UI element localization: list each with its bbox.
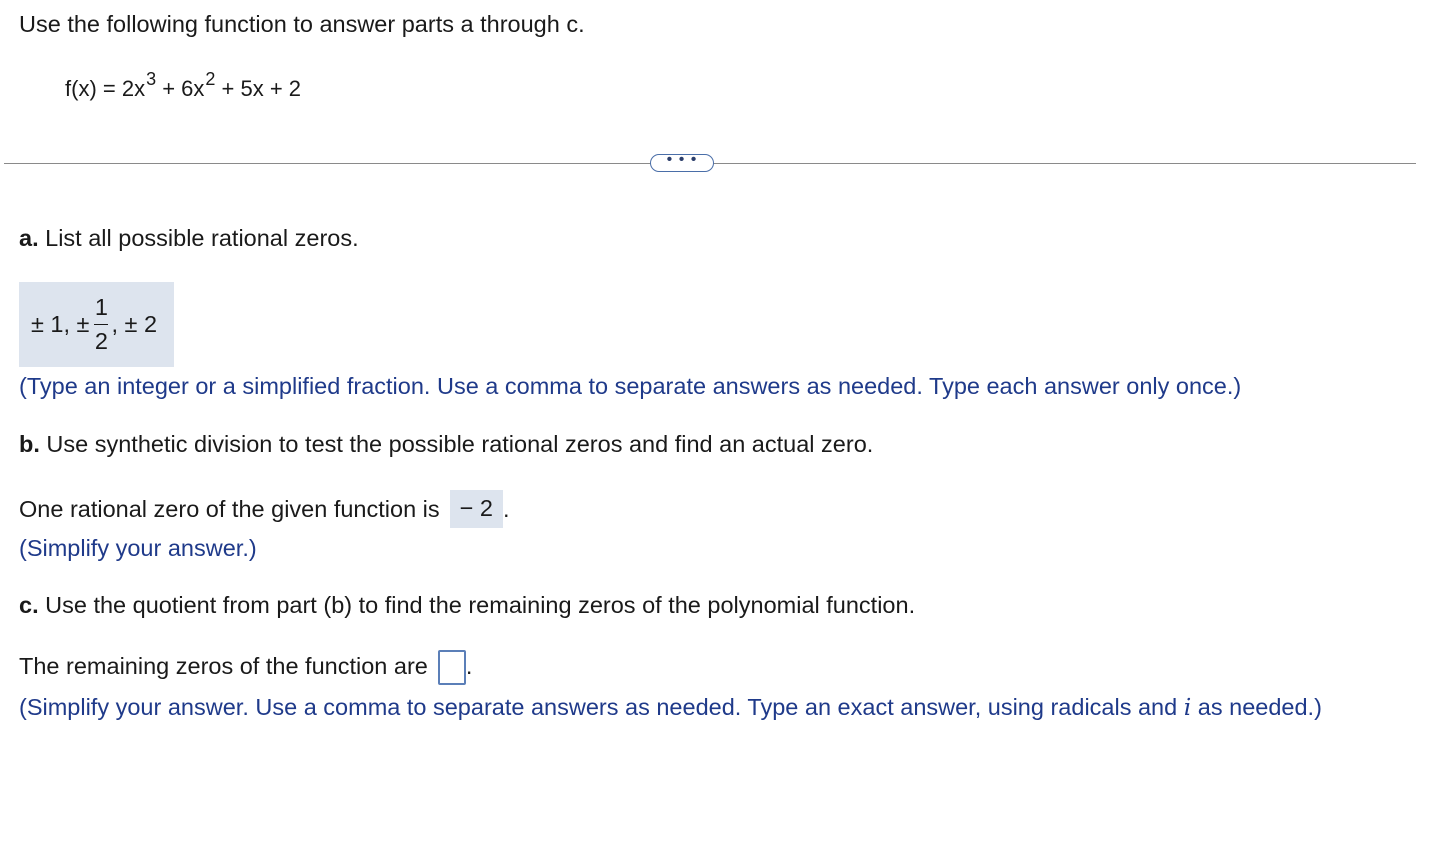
part-a-question — [19, 224, 359, 252]
part-a-hint: (Type an integer or a simplified fraction. Use a comma to separate answers as needed. Type each answer only once.) — [19, 373, 1242, 399]
fraction-numerator: 1 — [94, 293, 108, 320]
function-prefix: f(x) = 2x — [65, 76, 146, 101]
function-expression — [65, 68, 302, 104]
instructions-text: Use the following function to answer parts a through c. — [19, 11, 585, 37]
part-c-question — [19, 591, 915, 619]
answer-a-before: ± 1, ± — [31, 311, 90, 337]
part-c-text: Use the quotient from part (b) to find the remaining zeros of the polynomial function. — [38, 592, 916, 618]
part-b-text: Use synthetic division to test the possible rational zeros and find an actual zero. — [39, 431, 874, 457]
function-suffix: + 5x + 2 — [215, 76, 302, 101]
function-exponent-2: 2 — [205, 68, 216, 89]
part-c-hint — [19, 690, 1329, 724]
ellipsis-icon: • • • — [666, 151, 698, 168]
function-exponent-3: 3 — [146, 68, 157, 89]
part-b-answer-line — [19, 490, 510, 528]
part-c-period: . — [465, 653, 473, 679]
part-b-label: b. — [19, 431, 40, 457]
part-a-answer — [31, 283, 157, 366]
answer-a-after: , ± 2 — [111, 311, 158, 337]
part-b-answer-box[interactable]: − 2 — [450, 490, 503, 528]
answer-a-fraction — [94, 293, 108, 354]
part-c-prompt: The remaining zeros of the function are — [19, 653, 428, 679]
part-a-label: a. — [19, 225, 39, 251]
part-b-prompt: One rational zero of the given function is — [19, 495, 440, 522]
function-middle: + 6x — [156, 76, 205, 101]
fraction-denominator: 2 — [94, 328, 108, 354]
imaginary-unit-symbol: i — [1183, 693, 1192, 721]
part-c-hint-before: (Simplify your answer. Use a comma to separate answers as needed. Type an exact answer, using radicals and — [19, 694, 1184, 720]
expand-more-button[interactable] — [650, 151, 714, 172]
remaining-zeros-input[interactable] — [438, 650, 466, 685]
part-c-hint-after: as needed.) — [1191, 694, 1322, 720]
part-c-answer-line — [19, 649, 472, 684]
part-b-question — [19, 430, 873, 458]
part-c-label: c. — [19, 592, 39, 618]
part-a-text: List all possible rational zeros. — [38, 225, 359, 251]
part-b-period: . — [502, 495, 510, 522]
part-b-hint: (Simplify your answer.) — [19, 535, 257, 561]
